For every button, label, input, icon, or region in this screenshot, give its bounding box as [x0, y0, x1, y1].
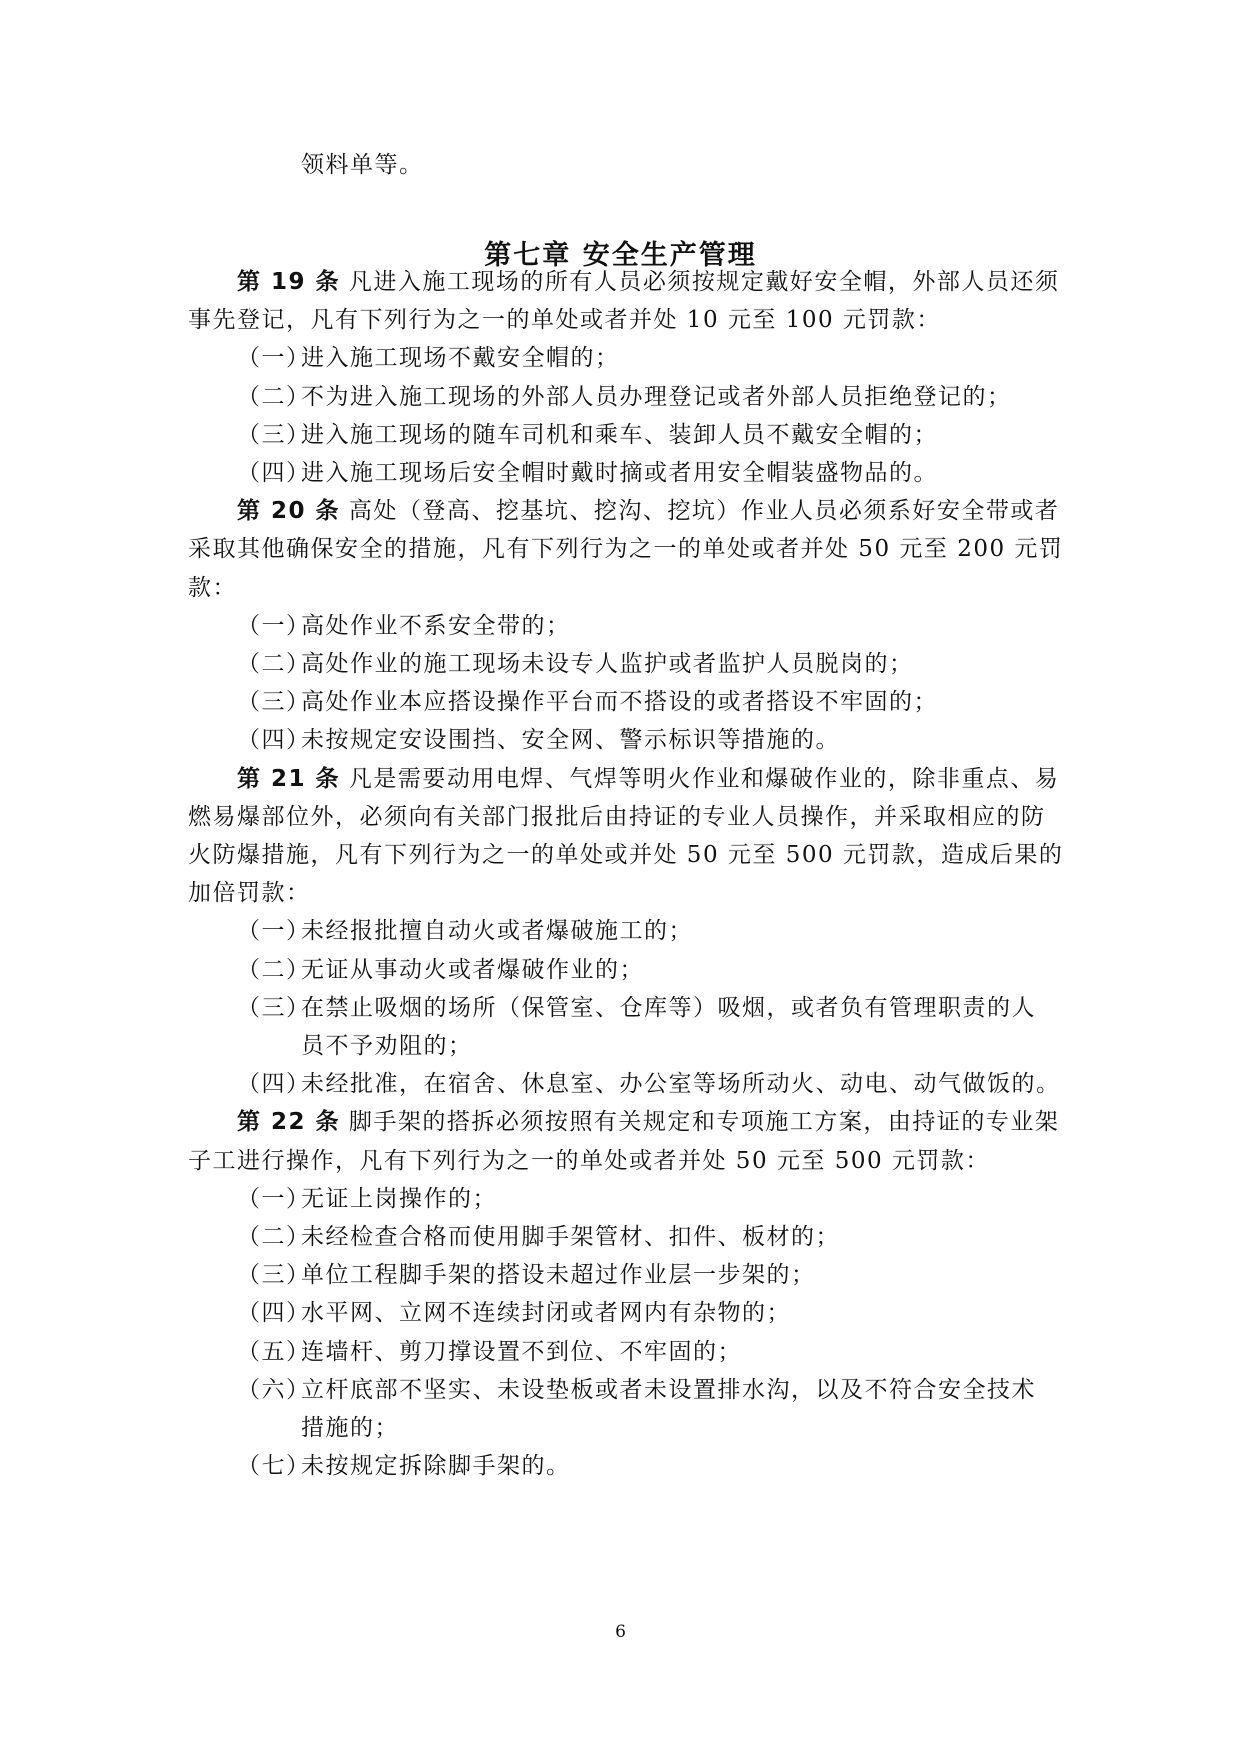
list-item-marker: （三）: [237, 994, 311, 1021]
list-item-marker: （二）: [237, 651, 311, 677]
list-item-text: 无证上岗操作的；: [301, 1185, 497, 1212]
article-text-line: 采取其他确保安全的措施，凡有下列行为之一的单处或者并处 50 元至 200 元罚: [188, 536, 1064, 563]
list-item-text: 未按规定拆除脚手架的。: [301, 1453, 571, 1480]
list-item-marker: （七）: [237, 1453, 311, 1480]
list-item-text: 不为进入施工现场的外部人员办理登记或者外部人员拒绝登记的；: [301, 383, 1012, 410]
list-item-text: 未经检查合格而使用脚手架管材、扣件、板材的；: [301, 1224, 840, 1250]
list-item-marker: （三）: [237, 1262, 311, 1289]
list-item-marker: （三）: [237, 421, 311, 448]
article-text-line: 子工进行操作，凡有下列行为之一的单处或者并处 50 元至 500 元罚款：: [188, 1147, 990, 1174]
article-text: 脚手架的搭拆必须按照有关规定和专项施工方案，由持证的专业架: [348, 1109, 1060, 1136]
list-item-marker: （一）: [237, 612, 311, 639]
list-item-marker: （四）: [237, 460, 311, 486]
list-item-text: 高处作业本应搭设操作平台而不搭设的或者搭设不牢固的；: [301, 689, 938, 716]
article-text-line: 加倍罚款：: [188, 880, 311, 907]
list-item-text: 进入施工现场后安全帽时戴时摘或者用安全帽装盛物品的。: [301, 460, 938, 486]
article-label: 第 19 条: [237, 269, 341, 295]
list-item-text: 无证从事动火或者爆破作业的；: [301, 956, 644, 983]
list-item-text: 高处作业不系安全带的；: [301, 612, 571, 639]
article-text-line: 火防爆措施，凡有下列行为之一的单处或并处 50 元至 500 元罚款，造成后果的: [188, 842, 1064, 868]
list-item-marker: （四）: [237, 1071, 311, 1098]
continuation-text: 领料单等。: [301, 152, 424, 178]
list-item-continuation: 措施的；: [301, 1415, 399, 1441]
list-item-marker: （三）: [237, 689, 311, 716]
article-text: 凡是需要动用电焊、气焊等明火作业和爆破作业的，除非重点、易: [348, 765, 1060, 792]
chapter-title: 第七章 安全生产管理: [484, 240, 757, 271]
list-item-text: 未经批准，在宿舍、休息室、办公室等场所动火、动电、动气做饭的。: [301, 1071, 1061, 1098]
article-first-line: [237, 492, 1059, 530]
list-item-marker: （四）: [237, 1300, 311, 1327]
list-item-text: 未按规定安设围挡、安全网、警示标识等措施的。: [301, 727, 840, 754]
list-item-marker: （一）: [237, 1185, 311, 1212]
article-text-line: 款：: [188, 574, 237, 601]
article-first-line: [237, 760, 1059, 798]
list-item-continuation: 员不予劝阻的；: [301, 1033, 473, 1059]
list-item-marker: （一）: [237, 918, 311, 945]
list-item-text: 未经报批擅自动火或者爆破施工的；: [301, 918, 693, 945]
article-text-line: 燃易爆部位外，必须向有关部门报批后由持证的专业人员操作，并采取相应的防: [188, 803, 1046, 830]
list-item-text: 立杆底部不坚实、未设垫板或者未设置排水沟，以及不符合安全技术: [301, 1376, 1036, 1403]
page-number: 6: [615, 1622, 626, 1642]
article-text: 高处（登高、挖基坑、挖沟、挖坑）作业人员必须系好安全带或者: [348, 498, 1060, 525]
list-item-marker: （二）: [237, 956, 311, 983]
list-item-text: 单位工程脚手架的搭设未超过作业层一步架的；: [301, 1262, 816, 1289]
article-label: 第 20 条: [237, 498, 341, 525]
article-first-line: [237, 1103, 1059, 1141]
list-item-text: 进入施工现场的随车司机和乘车、装卸人员不戴安全帽的；: [301, 421, 938, 448]
article-text-line: 事先登记，凡有下列行为之一的单处或者并处 10 元至 100 元罚款：: [188, 307, 941, 334]
list-item-text: 在禁止吸烟的场所（保管室、仓库等）吸烟，或者负有管理职责的人: [301, 994, 1036, 1021]
list-item-text: 水平网、立网不连续封闭或者网内有杂物的；: [301, 1300, 791, 1327]
list-item-marker: （四）: [237, 727, 311, 754]
list-item-marker: （五）: [237, 1338, 311, 1365]
list-item-text: 进入施工现场不戴安全帽的；: [301, 345, 620, 372]
article-first-line: [237, 263, 1059, 301]
article-label: 第 22 条: [237, 1109, 341, 1136]
list-item-marker: （一）: [237, 345, 311, 372]
list-item-marker: （二）: [237, 383, 311, 410]
list-item-marker: （二）: [237, 1224, 311, 1250]
article-label: 第 21 条: [237, 765, 341, 792]
list-item-text: 连墙杆、剪刀撑设置不到位、不牢固的；: [301, 1338, 742, 1365]
list-item-text: 高处作业的施工现场未设专人监护或者监护人员脱岗的；: [301, 651, 914, 677]
list-item-marker: （六）: [237, 1376, 311, 1403]
article-text: 凡进入施工现场的所有人员必须按规定戴好安全帽，外部人员还须: [348, 269, 1060, 295]
